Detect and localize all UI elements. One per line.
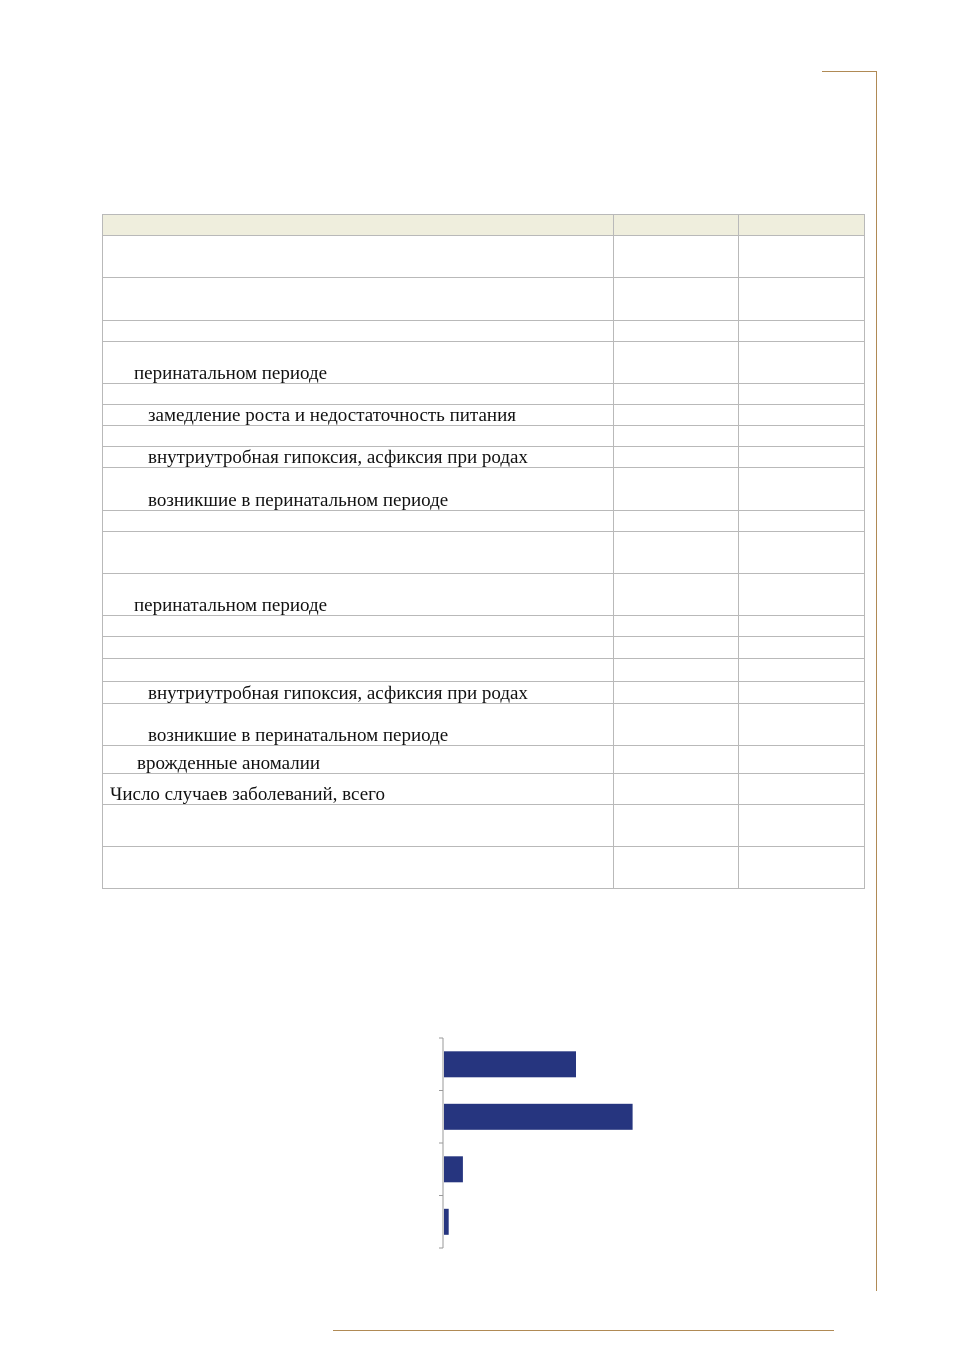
- row-value: [614, 532, 739, 574]
- header-cell: [739, 215, 865, 236]
- bar: [444, 1209, 449, 1235]
- table-row: [103, 704, 865, 746]
- row-label: [103, 659, 614, 682]
- row-value: [739, 468, 865, 511]
- row-value: [614, 384, 739, 405]
- row-value: [614, 447, 739, 468]
- table-row: [103, 511, 865, 532]
- row-value: [739, 236, 865, 278]
- row-value: [614, 616, 739, 637]
- table-row: [103, 774, 865, 805]
- row-label: перинатальном периоде: [103, 342, 614, 384]
- row-value: [614, 746, 739, 774]
- row-value: [739, 682, 865, 704]
- table-row: [103, 659, 865, 682]
- table-row: [103, 236, 865, 278]
- row-value: [739, 342, 865, 384]
- row-value: [614, 321, 739, 342]
- y-axis-ticks: [439, 1038, 443, 1248]
- row-value: [614, 574, 739, 616]
- page-footer-line: [333, 1330, 834, 1331]
- table-row: [103, 405, 865, 426]
- row-label: перинатальном периоде: [103, 574, 614, 616]
- row-value: [614, 637, 739, 659]
- table-row: [103, 278, 865, 321]
- table-row: [103, 321, 865, 342]
- row-value: [739, 405, 865, 426]
- row-value: [739, 574, 865, 616]
- row-value: [614, 682, 739, 704]
- table-row: [103, 637, 865, 659]
- table-row: [103, 805, 865, 847]
- table-row: [103, 847, 865, 889]
- page-frame-top-line: [822, 71, 877, 72]
- table-row: [103, 447, 865, 468]
- row-value: [739, 616, 865, 637]
- table-header-row: [103, 215, 865, 236]
- row-value: [614, 774, 739, 805]
- row-label: замедление роста и недостаточность питания: [103, 405, 614, 426]
- row-label: [103, 321, 614, 342]
- table-row: [103, 746, 865, 774]
- row-value: [739, 746, 865, 774]
- row-value: [614, 426, 739, 447]
- row-value: [739, 447, 865, 468]
- row-value: [614, 704, 739, 746]
- bar: [444, 1156, 463, 1182]
- table-row: [103, 384, 865, 405]
- table-row: [103, 616, 865, 637]
- row-value: [739, 532, 865, 574]
- row-label: возникшие в перинатальном периоде: [103, 468, 614, 511]
- row-label: [103, 805, 614, 847]
- statistics-table: [102, 214, 865, 889]
- table-row: [103, 682, 865, 704]
- bar: [444, 1051, 576, 1077]
- row-value: [739, 426, 865, 447]
- row-label: [103, 384, 614, 405]
- row-label: [103, 426, 614, 447]
- row-value: [614, 847, 739, 889]
- row-value: [614, 468, 739, 511]
- row-value: [739, 384, 865, 405]
- header-cell: [614, 215, 739, 236]
- row-label: [103, 236, 614, 278]
- row-value: [614, 278, 739, 321]
- row-label: [103, 532, 614, 574]
- row-value: [614, 805, 739, 847]
- table-row: [103, 426, 865, 447]
- row-label: внутриутробная гипоксия, асфиксия при родах: [103, 682, 614, 704]
- row-value: [739, 637, 865, 659]
- bar-series: [444, 1051, 633, 1235]
- page-frame-right-line: [876, 71, 877, 1291]
- row-value: [614, 342, 739, 384]
- row-value: [739, 704, 865, 746]
- row-value: [739, 805, 865, 847]
- row-value: [614, 236, 739, 278]
- row-label: [103, 616, 614, 637]
- bar-chart: [420, 1030, 720, 1255]
- row-value: [739, 511, 865, 532]
- row-value: [739, 847, 865, 889]
- header-cell: [103, 215, 614, 236]
- table-row: [103, 574, 865, 616]
- row-label: врожденные аномалии: [103, 746, 614, 774]
- row-value: [614, 405, 739, 426]
- row-label: Число случаев заболеваний, всего: [103, 774, 614, 805]
- row-label: [103, 847, 614, 889]
- row-value: [739, 321, 865, 342]
- table-row: [103, 468, 865, 511]
- table-row: [103, 532, 865, 574]
- row-value: [614, 511, 739, 532]
- row-label: возникшие в перинатальном периоде: [103, 704, 614, 746]
- row-label: [103, 637, 614, 659]
- row-value: [739, 278, 865, 321]
- row-label: [103, 278, 614, 321]
- row-label: [103, 511, 614, 532]
- bar: [444, 1104, 633, 1130]
- row-value: [614, 659, 739, 682]
- row-value: [739, 774, 865, 805]
- row-value: [739, 659, 865, 682]
- table-row: [103, 342, 865, 384]
- row-label: внутриутробная гипоксия, асфиксия при родах: [103, 447, 614, 468]
